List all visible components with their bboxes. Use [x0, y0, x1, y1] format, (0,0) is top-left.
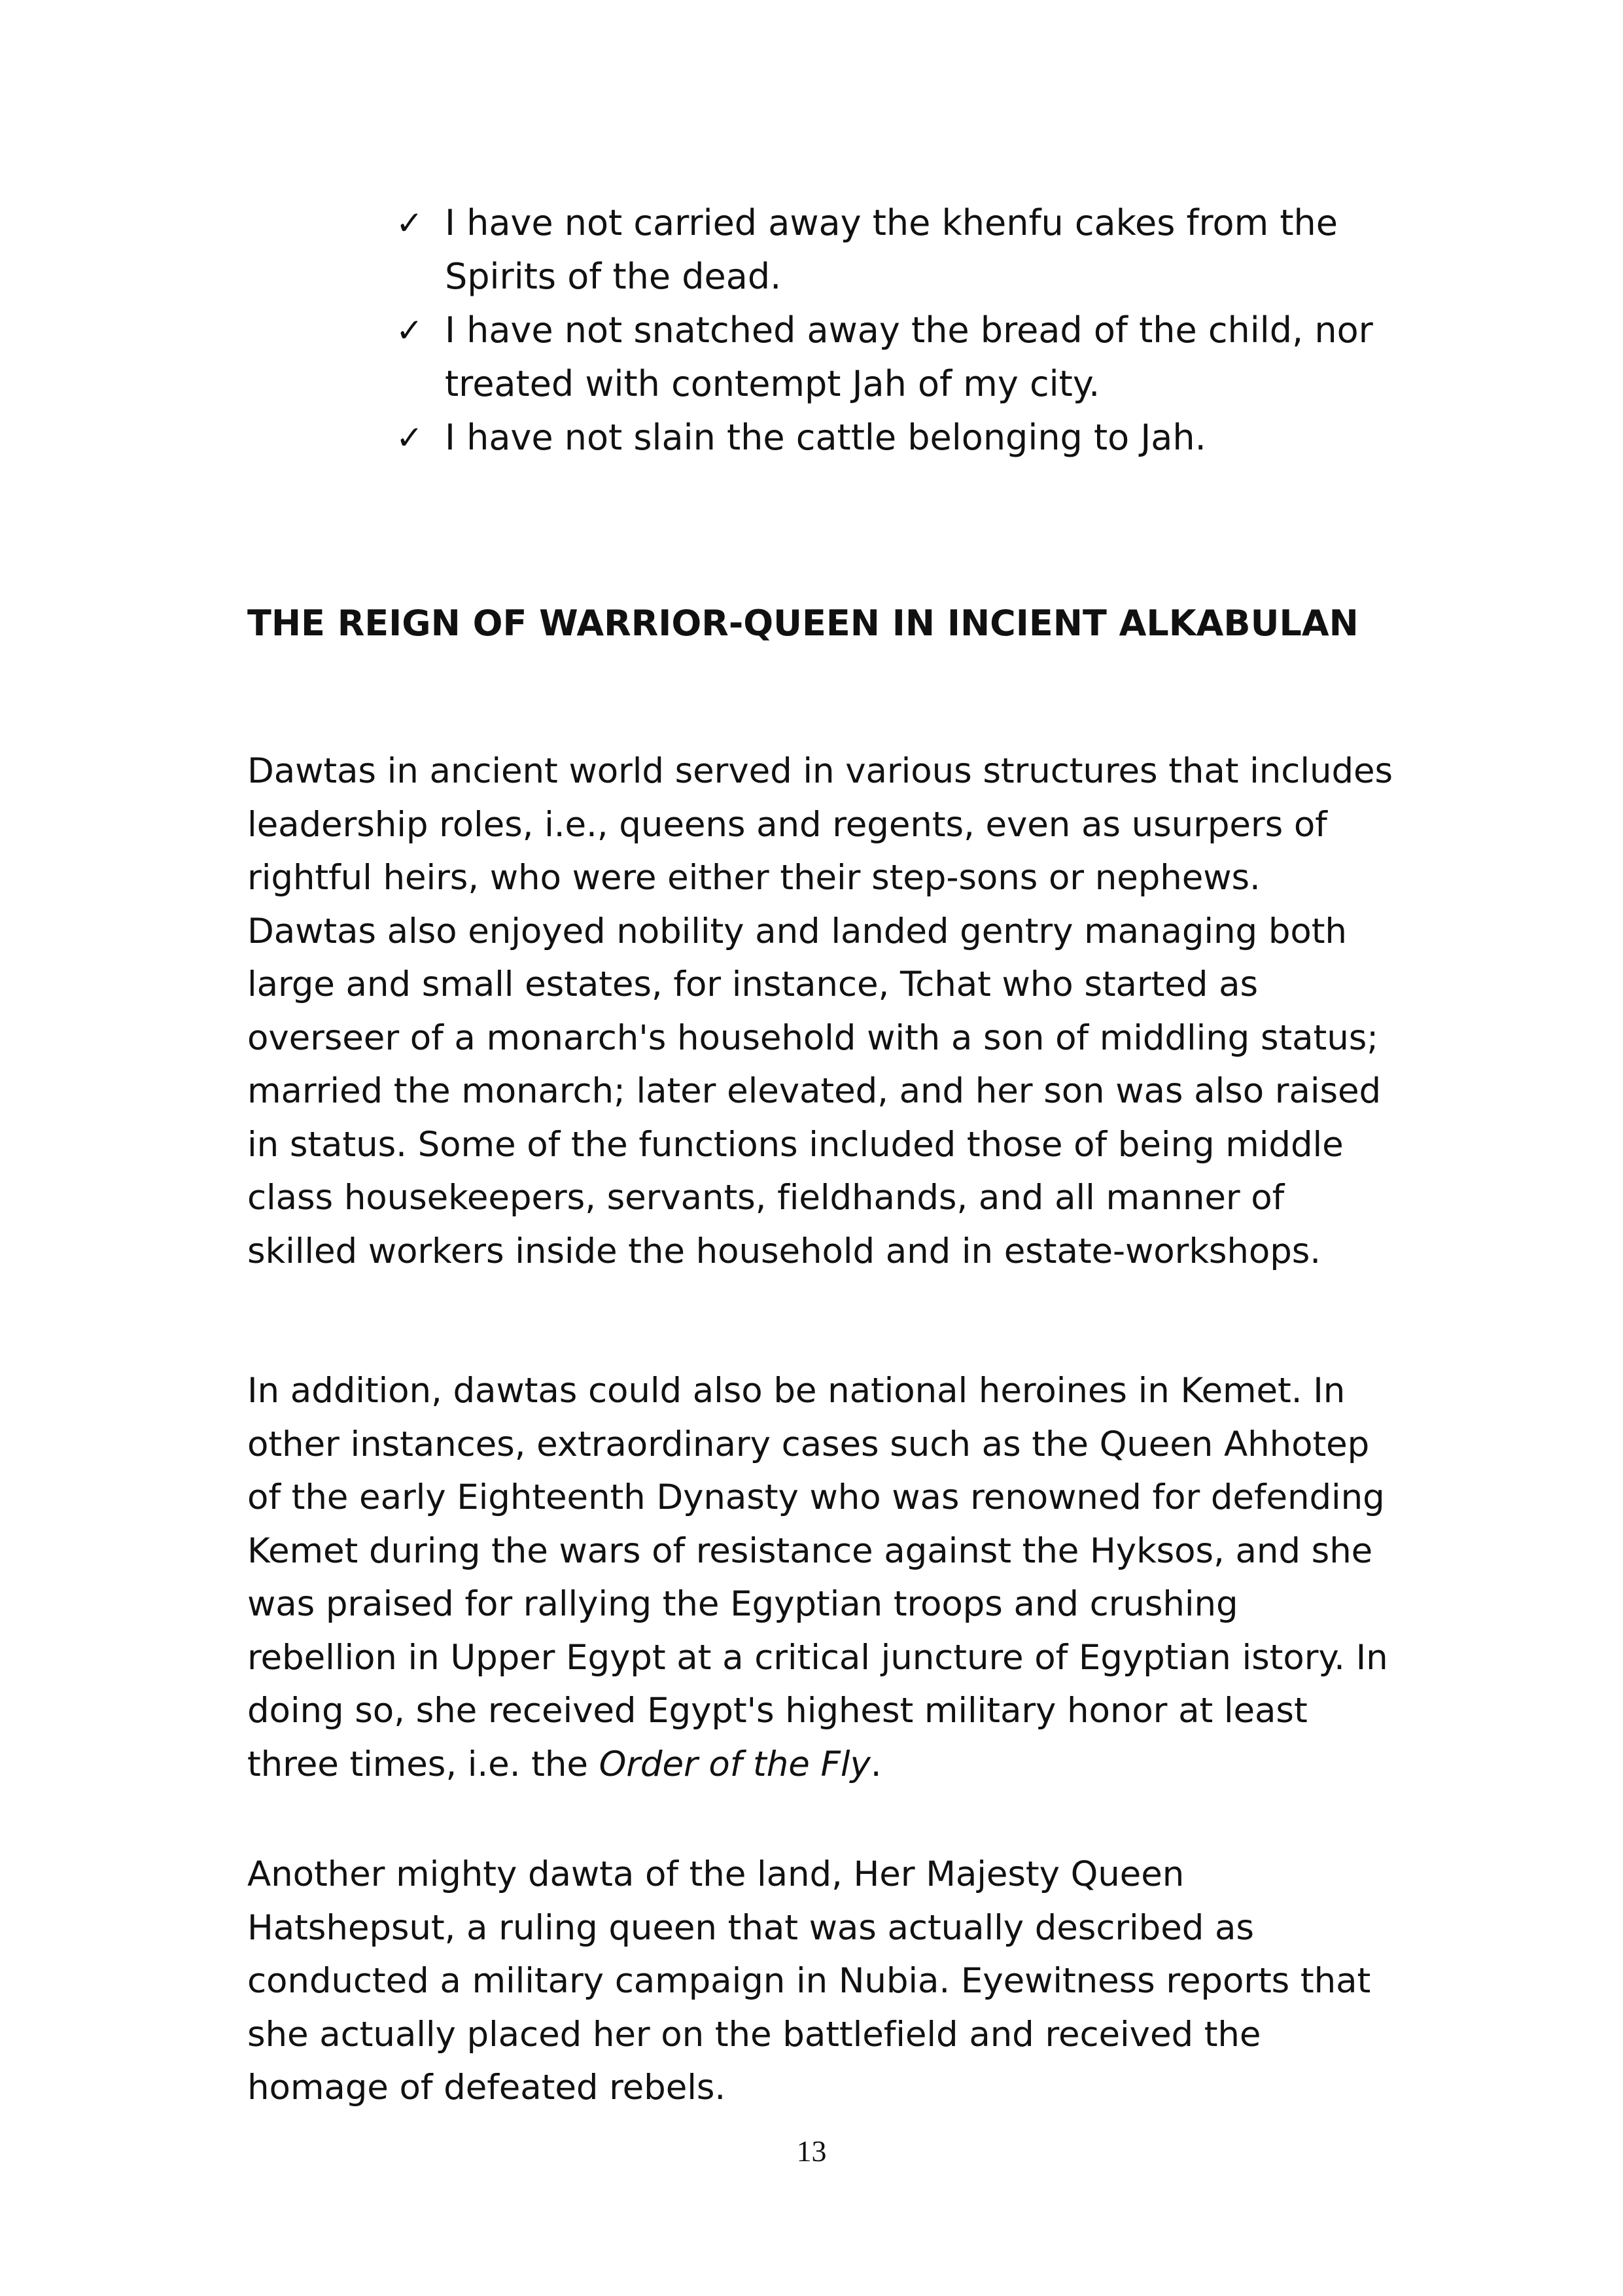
checklist-item — [393, 196, 1439, 304]
checklist-item — [393, 304, 1439, 411]
italic-title: Order of the Fly — [599, 1744, 871, 1784]
checkmark-icon: ✓ — [396, 419, 423, 457]
paragraph-end: . — [870, 1744, 882, 1784]
page-number: 13 — [796, 2134, 827, 2168]
paragraph-text: In addition, dawtas could also be national heroines in Kemet. In other instances, extraordinary cases such as the Queen Ahhotep of the early Eighteenth Dynasty who was renowned for defending Kemet during the wars of resistance against the Hyksos, and she was praised for rallying the Egyptian troops and crushing rebellion in Upper Egypt at a critical juncture of Egyptian istory. In doing so, she received Egypt's highest military honor at least three times, i.e. the — [247, 1371, 1388, 1784]
checklist-item — [393, 411, 1439, 465]
checklist-item-text: I have not slain the cattle belonging to Jah. — [445, 417, 1206, 458]
body-paragraph: Dawtas in ancient world served in various structures that includes leadership roles, i.e., queens and regents, even as usurpers of rightful heirs, who were either their step-sons or nephews. Dawtas also enjoyed nobility and landed gentry managing both large and small estates, for instance, Tchat who started as overseer of a monarch's household with a son of middling status; married the monarch; later elevated, and her son was also raised in status. Some of the functions included those of being middle class housekeepers, servants, fieldhands, and all manner of skilled workers inside the household and in estate-workshops. — [247, 751, 1393, 1271]
checklist-item-text: I have not carried away the khenfu cakes from the Spirits of the dead. — [445, 202, 1338, 297]
body-paragraph — [247, 1364, 1399, 1791]
checkmark-icon: ✓ — [396, 311, 423, 349]
section-heading: THE REIGN OF WARRIOR-QUEEN IN INCIENT ALKABULAN — [247, 603, 1359, 644]
body-paragraph: Another mighty dawta of the land, Her Majesty Queen Hatshepsut, a ruling queen that was actually described as conducted a military campaign in Nubia. Eyewitness reports that she actually placed her on the battlefield and received the homage of defeated rebels. — [247, 1854, 1371, 2108]
oath-checklist — [393, 196, 1439, 465]
checkmark-icon: ✓ — [396, 204, 423, 242]
checklist-item-text: I have not snatched away the bread of the child, nor treated with contempt Jah of my city. — [445, 309, 1373, 404]
